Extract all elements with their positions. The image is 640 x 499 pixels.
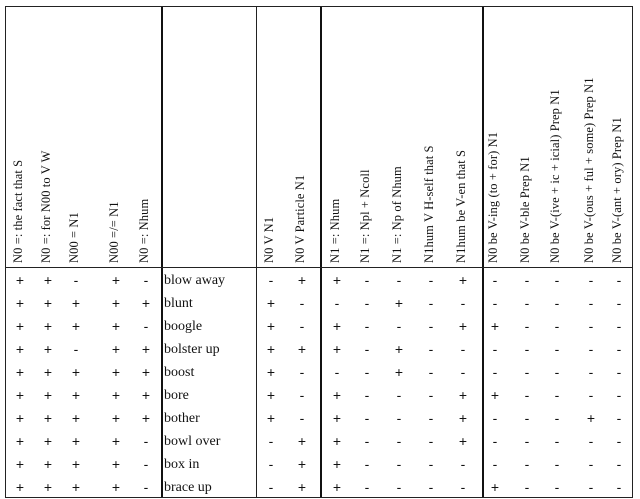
column-header <box>421 7 441 267</box>
table-cell: + <box>43 479 53 495</box>
table-cell: + <box>71 295 81 311</box>
table-cell: + <box>332 341 342 357</box>
table-cell: - <box>616 479 622 495</box>
table-cell: - <box>143 479 149 495</box>
table-cell: - <box>588 295 594 311</box>
column-header-label: N0 be V-(ant + ory) Prep N1 <box>610 117 624 263</box>
column-header-label: N00 = N1 <box>67 212 81 263</box>
header-divider <box>6 267 632 268</box>
column-header <box>453 7 473 267</box>
table-cell: - <box>364 387 370 403</box>
table-cell: - <box>616 341 622 357</box>
table-cell: + <box>43 410 53 426</box>
table-cell: - <box>428 433 434 449</box>
table-cell: - <box>428 341 434 357</box>
table-cell: - <box>268 456 274 472</box>
verb-label: bolster up <box>164 342 220 357</box>
table-cell: + <box>71 364 81 380</box>
table-cell: - <box>396 272 402 288</box>
table-cell: - <box>268 433 274 449</box>
column-header <box>66 7 86 267</box>
table-cell: + <box>111 410 121 426</box>
table-cell: + <box>332 272 342 288</box>
table-cell: + <box>111 318 121 334</box>
column-header-label: N00 =/= N1 <box>107 201 121 263</box>
column-header <box>389 7 409 267</box>
verb-label: bother <box>164 411 200 426</box>
table-cell: - <box>554 456 560 472</box>
table-cell: + <box>458 433 468 449</box>
table-cell: - <box>554 433 560 449</box>
table-cell: + <box>43 387 53 403</box>
table-cell: + <box>15 479 25 495</box>
table-cell: - <box>396 433 402 449</box>
table-cell: + <box>111 295 121 311</box>
table-cell: - <box>143 456 149 472</box>
table-cell: - <box>143 433 149 449</box>
table-cell: - <box>588 341 594 357</box>
column-header-label: N0 =: Nhum <box>137 198 151 263</box>
column-header <box>38 7 58 267</box>
table-cell: - <box>554 272 560 288</box>
table-cell: + <box>71 456 81 472</box>
table-cell: + <box>332 456 342 472</box>
table-cell: - <box>73 341 79 357</box>
table-cell: - <box>616 295 622 311</box>
table-cell: - <box>524 479 530 495</box>
column-header-label: N1hum be V-en that S <box>454 149 468 263</box>
column-header-label: N1 =: Np of Nhum <box>390 166 404 263</box>
table-cell: - <box>299 364 305 380</box>
table-cell: - <box>428 410 434 426</box>
table-cell: - <box>616 410 622 426</box>
table-cell: - <box>616 387 622 403</box>
column-header-label: N0 be V-(ous + ful + some) Prep N1 <box>582 77 596 263</box>
column-header-label: N0 V Particle N1 <box>293 174 307 263</box>
column-header-label: N0 be V-ble Prep N1 <box>518 156 532 263</box>
table-cell: - <box>588 387 594 403</box>
table-cell: - <box>554 479 560 495</box>
verb-label: boogle <box>164 319 203 334</box>
table-cell: + <box>111 433 121 449</box>
table-cell: + <box>458 410 468 426</box>
table-cell: + <box>297 479 307 495</box>
column-header-label: N1 =: Nhum <box>328 198 342 263</box>
table-cell: + <box>297 433 307 449</box>
verb-label: blunt <box>164 296 193 311</box>
table-cell: - <box>588 318 594 334</box>
table-cell: + <box>43 318 53 334</box>
table-cell: - <box>299 318 305 334</box>
table-cell: - <box>268 479 274 495</box>
table-cell: + <box>15 295 25 311</box>
table-cell: + <box>266 341 276 357</box>
column-header <box>292 7 312 267</box>
verb-label: bore <box>164 388 189 403</box>
table-cell: + <box>332 479 342 495</box>
table-cell: - <box>492 456 498 472</box>
table-cell: + <box>332 410 342 426</box>
table-cell: + <box>586 410 596 426</box>
table-cell: - <box>588 479 594 495</box>
table-cell: - <box>460 479 466 495</box>
table-cell: - <box>299 410 305 426</box>
table-cell: + <box>43 456 53 472</box>
column-header <box>327 7 347 267</box>
table-cell: + <box>15 318 25 334</box>
table-cell: + <box>458 318 468 334</box>
table-cell: + <box>111 272 121 288</box>
table-cell: - <box>396 456 402 472</box>
column-header <box>485 7 505 267</box>
table-cell: - <box>364 318 370 334</box>
table-cell: - <box>460 364 466 380</box>
table-cell: - <box>492 364 498 380</box>
table-cell: - <box>364 341 370 357</box>
table-cell: + <box>332 433 342 449</box>
table-cell: - <box>554 410 560 426</box>
table-cell: - <box>428 456 434 472</box>
table-cell: + <box>111 364 121 380</box>
table-cell: + <box>141 410 151 426</box>
table-cell: + <box>490 387 500 403</box>
column-header <box>10 7 30 267</box>
table-cell: - <box>616 272 622 288</box>
column-header <box>357 7 377 267</box>
table-cell: + <box>15 272 25 288</box>
column-header-label: N1hum V H-self that S <box>422 145 436 263</box>
column-header <box>106 7 126 267</box>
table-cell: - <box>588 364 594 380</box>
column-header-label: N0 =: the fact that S <box>11 159 25 263</box>
table-cell: + <box>394 364 404 380</box>
table-cell: + <box>43 295 53 311</box>
table-cell: + <box>111 341 121 357</box>
table-cell: + <box>71 479 81 495</box>
column-header <box>261 7 281 267</box>
table-cell: - <box>364 456 370 472</box>
column-divider <box>161 7 163 497</box>
table-cell: - <box>588 456 594 472</box>
table-cell: - <box>524 364 530 380</box>
table-cell: - <box>299 387 305 403</box>
verb-label: blow away <box>164 273 226 288</box>
table-cell: - <box>364 295 370 311</box>
table-cell: + <box>141 364 151 380</box>
table-cell: + <box>71 318 81 334</box>
column-header <box>547 7 567 267</box>
table-cell: - <box>396 387 402 403</box>
table-cell: + <box>15 433 25 449</box>
table-cell: - <box>554 387 560 403</box>
verb-label: brace up <box>164 480 212 495</box>
table-cell: - <box>334 364 340 380</box>
table-cell: - <box>364 433 370 449</box>
table-cell: - <box>73 272 79 288</box>
column-header-label: N0 V N1 <box>262 216 276 263</box>
verb-property-table <box>5 6 633 498</box>
table-cell: + <box>332 318 342 334</box>
table-cell: - <box>524 272 530 288</box>
table-cell: + <box>71 387 81 403</box>
table-cell: - <box>428 295 434 311</box>
column-header <box>581 7 601 267</box>
table-cell: - <box>554 318 560 334</box>
table-cell: + <box>266 410 276 426</box>
table-cell: + <box>111 479 121 495</box>
table-cell: - <box>396 479 402 495</box>
table-cell: - <box>524 318 530 334</box>
table-cell: + <box>43 433 53 449</box>
table-cell: - <box>428 364 434 380</box>
table-cell: - <box>364 410 370 426</box>
table-cell: + <box>266 318 276 334</box>
table-cell: - <box>616 364 622 380</box>
table-cell: - <box>428 387 434 403</box>
column-header <box>517 7 537 267</box>
table-cell: - <box>143 318 149 334</box>
table-cell: - <box>492 272 498 288</box>
table-cell: - <box>428 272 434 288</box>
column-header-label: N0 =: for N00 to V W <box>39 150 53 263</box>
table-cell: - <box>492 341 498 357</box>
table-cell: + <box>332 387 342 403</box>
table-cell: - <box>364 364 370 380</box>
table-cell: - <box>334 295 340 311</box>
table-cell: + <box>490 318 500 334</box>
table-cell: - <box>524 433 530 449</box>
table-cell: + <box>71 410 81 426</box>
table-cell: + <box>15 456 25 472</box>
table-cell: - <box>364 272 370 288</box>
table-cell: - <box>524 295 530 311</box>
table-cell: + <box>394 295 404 311</box>
table-cell: + <box>394 341 404 357</box>
table-cell: - <box>143 272 149 288</box>
column-header <box>609 7 629 267</box>
table-cell: + <box>141 341 151 357</box>
column-header <box>136 7 156 267</box>
table-cell: - <box>299 295 305 311</box>
table-cell: + <box>266 364 276 380</box>
table-cell: - <box>428 479 434 495</box>
table-cell: - <box>588 272 594 288</box>
table-cell: - <box>554 341 560 357</box>
table-cell: + <box>297 456 307 472</box>
table-cell: + <box>15 364 25 380</box>
table-cell: - <box>364 479 370 495</box>
table-cell: + <box>266 387 276 403</box>
table-cell: - <box>460 341 466 357</box>
column-header-label: N0 be V-(ive + ic + icial) Prep N1 <box>548 89 562 263</box>
table-cell: - <box>616 456 622 472</box>
table-cell: + <box>15 341 25 357</box>
table-cell: + <box>15 410 25 426</box>
table-cell: + <box>266 295 276 311</box>
table-cell: + <box>141 295 151 311</box>
table-cell: + <box>490 479 500 495</box>
table-cell: + <box>111 456 121 472</box>
table-cell: + <box>458 272 468 288</box>
table-cell: - <box>396 318 402 334</box>
table-cell: - <box>524 410 530 426</box>
table-cell: - <box>492 410 498 426</box>
table-cell: - <box>524 456 530 472</box>
table-cell: - <box>492 295 498 311</box>
table-cell: + <box>43 341 53 357</box>
table-cell: - <box>460 456 466 472</box>
table-cell: + <box>141 387 151 403</box>
table-cell: - <box>554 364 560 380</box>
table-cell: - <box>554 295 560 311</box>
column-header-label: N0 be V-ing (to + for) N1 <box>486 131 500 263</box>
column-header-label: N1 =: Npl + Ncoll <box>358 169 372 263</box>
table-cell: + <box>111 387 121 403</box>
table-cell: + <box>43 272 53 288</box>
table-cell: - <box>396 410 402 426</box>
table-cell: + <box>297 272 307 288</box>
table-cell: - <box>460 295 466 311</box>
verb-label: boost <box>164 365 195 380</box>
table-cell: + <box>297 341 307 357</box>
table-cell: - <box>524 387 530 403</box>
verb-label: box in <box>164 457 200 472</box>
table-cell: - <box>616 318 622 334</box>
table-cell: + <box>15 387 25 403</box>
table-cell: + <box>43 364 53 380</box>
table-cell: - <box>588 433 594 449</box>
table-cell: - <box>616 433 622 449</box>
table-cell: - <box>428 318 434 334</box>
table-cell: + <box>458 387 468 403</box>
table-cell: + <box>71 433 81 449</box>
table-cell: - <box>268 272 274 288</box>
table-cell: - <box>524 341 530 357</box>
table-cell: - <box>492 433 498 449</box>
verb-label: bowl over <box>164 434 221 449</box>
